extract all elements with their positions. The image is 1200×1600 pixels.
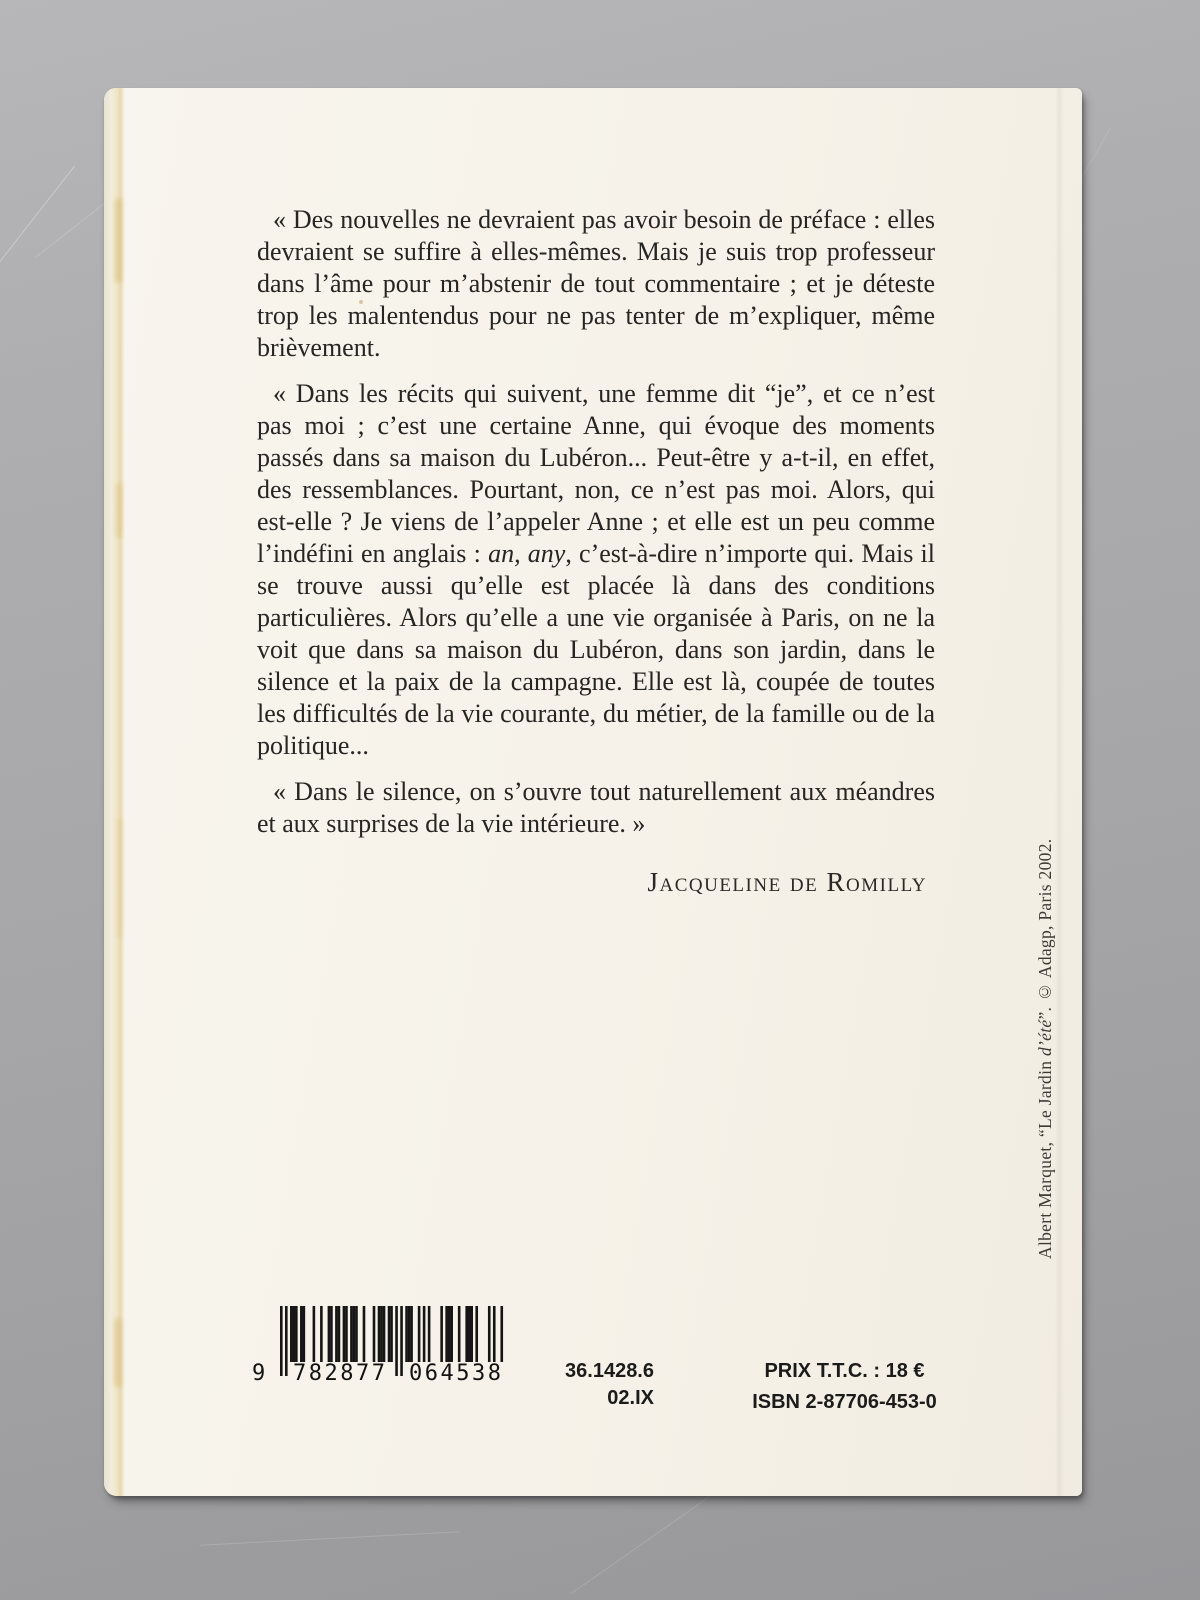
credit-title-italic: d’été [1035, 1019, 1055, 1057]
blurb-paragraph-2-italic: an, any [488, 539, 566, 568]
print-date: 02.IX [607, 1387, 654, 1409]
page-edge-stain [116, 483, 122, 538]
background-scratch [35, 202, 107, 258]
page-edge-stain [114, 1318, 122, 1388]
blurb-paragraph-2 [257, 378, 935, 762]
blurb-text [257, 204, 935, 898]
blurb-paragraph-2-end: , c’est-à-dire n’importe qui. Mais il se trouve aussi qu’elle est placée là dans des conditions particulières. Alors qu’elle a une vie organisée à Paris, on ne la voit que dans sa maison du Lubéron, dans son jardin, dans le silence et la paix de la campagne. Elle est là, coupée de toutes les difficultés de la vie courante, du métier, de la famille ou de la politique... [257, 539, 935, 760]
blurb-paragraph-3: « Dans le silence, on s’ouvre tout naturellement aux méandres et aux surprises de la vie intérieure. » [257, 777, 935, 838]
author-name: Jacqueline de Romilly [647, 867, 927, 897]
background-scratch [0, 166, 75, 285]
credit-start: Albert Marquet, “Le Jardin [1035, 1056, 1055, 1259]
barcode-digits-group1: 782877 [293, 1361, 388, 1386]
price: PRIX T.T.C. : 18 € [764, 1360, 925, 1382]
page-edge-strip [104, 88, 120, 1496]
book-back-cover [104, 88, 1082, 1496]
artwork-credit-vertical [1035, 785, 1056, 1259]
background-scratch [571, 1496, 711, 1594]
background-scratch [200, 1531, 460, 1546]
barcode-digits-group2: 064538 [409, 1361, 504, 1386]
print-code: 36.1428.6 [565, 1360, 654, 1382]
page-edge-glue-line [120, 88, 125, 1496]
credit-end: ”. © Adagp, Paris 2002. [1035, 838, 1055, 1020]
page-edge-stain [115, 198, 122, 283]
price-isbn-block [742, 1356, 947, 1418]
barcode [252, 1306, 522, 1396]
cover-hinge-crease [1055, 88, 1064, 1496]
barcode-digit-lead: 9 [252, 1361, 268, 1386]
page-edge-stain [117, 818, 122, 938]
blurb-paragraph-1: « Des nouvelles ne devraient pas avoir besoin de préface : elles devraient se suffire à elles-mêmes. Mais je suis trop professeur dans l’âme pour m’abstenir de tout commentaire ; et je déteste trop les malentendus pour ne pas tenter de m’expliquer, même brièvement. [257, 205, 935, 362]
blurb-paragraph-2-start: « Dans les récits qui suivent, une femme dit “je”, et ce n’est pas moi ; c’est une certaine Anne, qui évoque des moments passés dans sa maison du Lubéron... Peut-être y a-t-il, en effet, des ressemblances. Pourtant, non, ce n’est pas moi. Alors, qui est-elle ? Je viens de l’appeler Anne ; et elle est un peu comme l’indéfini en anglais : [257, 379, 935, 568]
print-codes [542, 1358, 654, 1412]
isbn: ISBN 2-87706-453-0 [752, 1391, 937, 1413]
